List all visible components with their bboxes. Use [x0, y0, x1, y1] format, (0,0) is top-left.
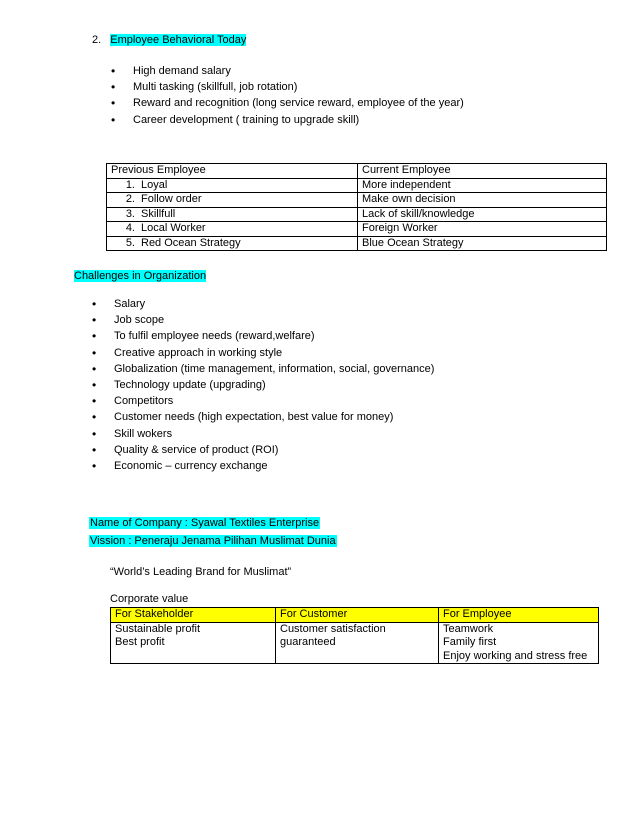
- header-customer: For Customer: [276, 608, 439, 623]
- table-row: [107, 222, 607, 237]
- table-row: [107, 178, 607, 193]
- current-cell: Blue Ocean Strategy: [358, 236, 607, 251]
- list-item: • To fulfil employee needs (reward,welfare): [114, 328, 434, 344]
- list-item: • Technology update (upgrading): [114, 377, 434, 393]
- table-row: [111, 622, 599, 664]
- list-item: • Multi tasking (skillfull, job rotation): [133, 79, 464, 95]
- vision-translation: “World’s Leading Brand for Muslimat”: [110, 566, 292, 578]
- header-current: Current Employee: [358, 164, 607, 179]
- header-previous: Previous Employee: [107, 164, 358, 179]
- employee-cell: Teamwork Family first Enjoy working and stress free: [439, 622, 599, 664]
- challenges-heading: [74, 270, 206, 283]
- vision-text: Vission : Peneraju Jenama Pilihan Muslimat Dunia: [90, 535, 336, 547]
- header-stakeholder: For Stakeholder: [111, 608, 276, 623]
- list-item: • Career development ( training to upgrade skill): [133, 112, 464, 128]
- list-item: • Globalization (time management, information, social, governance): [114, 361, 434, 377]
- challenges-bullet-list: [114, 296, 434, 474]
- list-item: • High demand salary: [133, 63, 464, 79]
- previous-cell: 2. Follow order: [107, 193, 358, 208]
- current-cell: Lack of skill/knowledge: [358, 207, 607, 222]
- table-row: [107, 236, 607, 251]
- customer-cell: Customer satisfaction guaranteed: [276, 622, 439, 664]
- list-item: • Salary: [114, 296, 434, 312]
- corporate-value-table: [110, 607, 599, 664]
- vision-line: [89, 535, 337, 548]
- table-row: [107, 207, 607, 222]
- current-cell: Foreign Worker: [358, 222, 607, 237]
- list-item: • Creative approach in working style: [114, 345, 434, 361]
- current-cell: More independent: [358, 178, 607, 193]
- challenges-heading-text: Challenges in Organization: [74, 270, 207, 282]
- company-name-line: [89, 517, 320, 530]
- table-row: [107, 193, 607, 208]
- comparison-table: [106, 163, 607, 251]
- behavior-bullet-list: [133, 63, 464, 128]
- company-name-text: Name of Company : Syawal Textiles Enterprise: [90, 517, 320, 529]
- previous-cell: 1. Loyal: [107, 178, 358, 193]
- header-employee: For Employee: [439, 608, 599, 623]
- section-heading-text: Employee Behavioral Today: [110, 34, 247, 46]
- list-item: • Reward and recognition (long service reward, employee of the year): [133, 95, 464, 111]
- list-item: • Job scope: [114, 312, 434, 328]
- current-cell: Make own decision: [358, 193, 607, 208]
- previous-cell: 5. Red Ocean Strategy: [107, 236, 358, 251]
- section-number: 2.: [92, 34, 102, 46]
- list-item: • Competitors: [114, 393, 434, 409]
- list-item: • Economic – currency exchange: [114, 458, 434, 474]
- list-item: • Customer needs (high expectation, best value for money): [114, 409, 434, 425]
- table-header-row: [111, 608, 599, 623]
- list-item: • Skill wokers: [114, 426, 434, 442]
- corporate-value-label: Corporate value: [110, 593, 189, 605]
- section-2-heading: [92, 34, 246, 47]
- previous-cell: 3. Skillfull: [107, 207, 358, 222]
- previous-cell: 4. Local Worker: [107, 222, 358, 237]
- list-item: • Quality & service of product (ROI): [114, 442, 434, 458]
- table-header-row: [107, 164, 607, 179]
- stakeholder-cell: Sustainable profit Best profit: [111, 622, 276, 664]
